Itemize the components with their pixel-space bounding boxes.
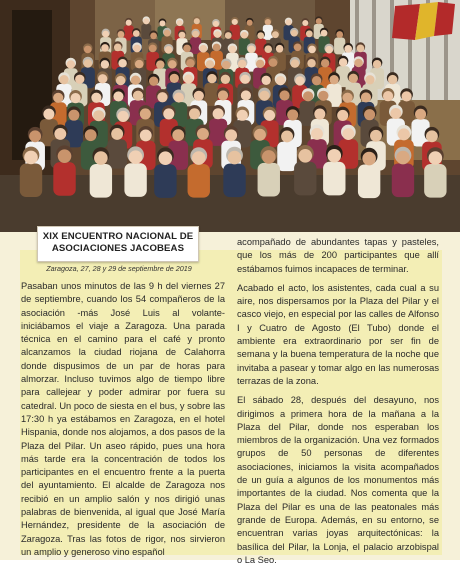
person-face bbox=[126, 20, 132, 26]
person-body bbox=[424, 164, 446, 198]
person-face bbox=[149, 76, 158, 85]
person-face bbox=[199, 45, 207, 53]
person-face bbox=[67, 60, 76, 69]
person-face bbox=[308, 46, 316, 54]
person-face bbox=[401, 91, 411, 101]
person-face bbox=[294, 43, 302, 51]
person-face bbox=[365, 75, 374, 84]
person-face bbox=[84, 59, 93, 67]
person-face bbox=[229, 46, 237, 54]
person-face bbox=[174, 92, 184, 102]
person-face bbox=[261, 76, 270, 85]
person-body bbox=[392, 164, 414, 198]
person-face bbox=[172, 129, 184, 141]
person-face bbox=[84, 46, 92, 54]
person-face bbox=[43, 109, 54, 120]
person-face bbox=[213, 21, 219, 27]
person-face bbox=[91, 93, 101, 103]
person-face bbox=[197, 128, 209, 140]
person-face bbox=[192, 151, 206, 165]
person-face bbox=[184, 74, 193, 83]
person-face bbox=[291, 30, 298, 37]
left-paragraph-1: Pasaban unos minutos de las 9 h del viernes 27 de septiembre, cuando los 54 compañeros de la asociación -más José Luis al volante- iniciábamos el viaje a Zaragoza. Una parada técnica en el camino para el café y pronto alcanzamos la ciudad riojana de Calahorra donde dispusimos de un par de horas para almorzar. Incluso tuvimos algo de tiempo libre para callejear y poder admirar por fuera su catedral. Un poco de siesta en el bus, y sobre las 17:30 h ya estábamos en Zaragoza, en el hotel Hispania, donde nos alojamos, a dos pasos de la Plaza del Pilar. Un aseo rápido, pues una hora más tarde era la concentración de todos los participantes en el encuentro frente a la puerta del ayuntamiento. El alcalde de Zaragoza nos recibió en un amplio salón y nos dirigió unas palabras de bienvenida, al igual que José María Hernández, presidente de la asociación de Zaragoza. Tras las fotos de rigor, nos sirvieron un amplio y generoso vino español bbox=[21, 281, 225, 557]
person-face bbox=[311, 128, 323, 140]
person-face bbox=[357, 45, 365, 53]
person-face bbox=[264, 110, 275, 121]
person-face bbox=[102, 31, 109, 38]
person-face bbox=[272, 31, 279, 38]
article-title-line-1: XIX ENCUENTRO NACIONAL DE bbox=[42, 231, 194, 242]
person-face bbox=[321, 59, 330, 68]
person-face bbox=[140, 129, 152, 141]
person-face bbox=[329, 75, 338, 84]
person-face bbox=[269, 58, 278, 67]
person-face bbox=[98, 74, 107, 83]
person-face bbox=[177, 20, 183, 26]
person-face bbox=[68, 110, 79, 121]
person-body bbox=[294, 162, 316, 196]
person-face bbox=[247, 20, 253, 26]
person-face bbox=[241, 32, 248, 39]
person-face bbox=[295, 76, 304, 85]
person-face bbox=[349, 74, 358, 83]
person-face bbox=[75, 75, 84, 84]
person-face bbox=[426, 130, 438, 142]
person-face bbox=[225, 129, 237, 141]
person-face bbox=[85, 129, 97, 141]
person-face bbox=[370, 130, 382, 142]
person-body bbox=[323, 162, 345, 196]
group-photo-drawing bbox=[0, 0, 460, 232]
person-face bbox=[254, 129, 266, 141]
person-face bbox=[101, 60, 110, 69]
person-body bbox=[154, 164, 176, 198]
person-face bbox=[156, 60, 165, 69]
person-face bbox=[93, 110, 104, 121]
person-face bbox=[159, 151, 173, 165]
person-face bbox=[149, 45, 157, 53]
person-face bbox=[207, 74, 216, 83]
person-face bbox=[179, 32, 186, 39]
person-face bbox=[344, 45, 352, 53]
person-face bbox=[339, 58, 348, 67]
person-face bbox=[170, 74, 179, 83]
person-face bbox=[118, 31, 125, 38]
person-face bbox=[240, 75, 249, 84]
right-paragraph-3: El sábado 28, después del desayuno, nos dirigimos a primera hora de la mañana a la Plaza del Pilar, donde nos esperaban los miembros de la organización. Una vez formados grupos de 50 personas de diferentes asociaciones, iniciamos la visita acompañados de un guía a algunos de los monumentos más importantes de la ciudad. Nos comenta que la Plaza del Pilar es una de las peatonales más grande de Europa. Además, en su entorno, se encuentran varias joyas arquitectónicas: la basílica del Pilar, la Lonja, el palacio arzobispal o La Seo. bbox=[237, 395, 439, 565]
person-face bbox=[362, 152, 376, 166]
person-face bbox=[70, 93, 80, 103]
person-face bbox=[29, 130, 41, 142]
person-face bbox=[276, 76, 285, 85]
person-face bbox=[118, 59, 127, 68]
person-face bbox=[337, 110, 348, 121]
person-body bbox=[358, 165, 380, 199]
person-body bbox=[53, 162, 75, 196]
person-face bbox=[129, 150, 143, 164]
right-paragraph-1: acompañado de abundantes tapas y pasteles, que los más de 200 participantes que allí estábamos fuimos incapaces de terminar. bbox=[237, 237, 439, 274]
person-face bbox=[259, 91, 269, 101]
person-face bbox=[131, 75, 140, 84]
person-face bbox=[276, 45, 284, 53]
person-face bbox=[307, 59, 316, 68]
person-face bbox=[262, 150, 276, 164]
person-face bbox=[325, 46, 333, 54]
person-face bbox=[373, 60, 382, 69]
person-body bbox=[258, 163, 280, 197]
person-face bbox=[241, 90, 251, 100]
person-face bbox=[388, 75, 397, 84]
person-face bbox=[118, 111, 129, 122]
person-face bbox=[186, 59, 195, 68]
person-face bbox=[228, 151, 242, 165]
person-face bbox=[150, 32, 157, 39]
person-body bbox=[334, 38, 345, 55]
person-body bbox=[124, 163, 146, 197]
right-paragraph-2: Acabado el acto, los asistentes, cada cual a su aire, nos dispersamos por la Plaza del Pilar y el casco viejo, en especial por las calles de Alfonso I y Cuatro de Agosto (El Tubo) donde el ambiente era extraordinario por ser fin de semana y la buena temperatura de la noche que invitaba a pasear y tomar algo en las numerosas terrazas de la zona. bbox=[237, 282, 439, 386]
person-face bbox=[53, 93, 63, 103]
person-face bbox=[398, 128, 410, 140]
person-face bbox=[291, 59, 300, 68]
person-body bbox=[188, 164, 210, 198]
person-face bbox=[111, 128, 123, 140]
person-face bbox=[206, 60, 215, 69]
person-face bbox=[94, 151, 108, 165]
person-face bbox=[354, 59, 363, 68]
person-face bbox=[101, 44, 109, 52]
person-face bbox=[143, 18, 149, 24]
person-face bbox=[302, 20, 308, 26]
person-face bbox=[318, 91, 328, 101]
person-face bbox=[218, 90, 228, 100]
person-body bbox=[107, 139, 127, 168]
person-face bbox=[24, 151, 38, 165]
right-column bbox=[237, 236, 439, 573]
person-face bbox=[312, 76, 321, 85]
person-face bbox=[194, 18, 200, 24]
person-face bbox=[415, 109, 426, 120]
person-face bbox=[113, 91, 123, 101]
person-face bbox=[116, 76, 125, 85]
left-column bbox=[21, 280, 225, 565]
person-face bbox=[54, 128, 66, 140]
person-face bbox=[133, 45, 141, 53]
person-face bbox=[114, 44, 122, 52]
person-face bbox=[164, 30, 171, 37]
person-face bbox=[298, 149, 312, 163]
person-body bbox=[90, 164, 112, 198]
person-face bbox=[248, 46, 256, 54]
person-body bbox=[277, 142, 297, 171]
person-face bbox=[342, 128, 354, 140]
person-face bbox=[59, 75, 68, 84]
person-face bbox=[232, 19, 238, 25]
person-face bbox=[189, 108, 200, 119]
article-title-box bbox=[37, 226, 199, 262]
person-face bbox=[168, 60, 177, 69]
person-face bbox=[321, 30, 328, 37]
person-face bbox=[165, 46, 173, 54]
person-face bbox=[327, 149, 341, 163]
person-face bbox=[364, 109, 375, 120]
person-face bbox=[213, 44, 221, 52]
person-face bbox=[281, 131, 293, 143]
person-face bbox=[264, 45, 272, 53]
person-face bbox=[163, 108, 174, 119]
person-face bbox=[221, 75, 230, 84]
person-face bbox=[314, 109, 325, 120]
person-face bbox=[390, 108, 401, 119]
person-body bbox=[20, 163, 42, 197]
person-face bbox=[58, 149, 72, 163]
person-face bbox=[306, 30, 313, 37]
person-face bbox=[213, 108, 224, 119]
person-face bbox=[183, 45, 191, 53]
article-date-subtitle: Zaragoza, 27, 28 y 29 de septiembre de 2019 bbox=[46, 264, 192, 273]
person-face bbox=[238, 60, 247, 69]
person-face bbox=[140, 108, 151, 119]
person-face bbox=[133, 91, 143, 101]
person-face bbox=[429, 151, 443, 165]
person-face bbox=[396, 151, 410, 165]
person-face bbox=[287, 109, 298, 120]
person-face bbox=[303, 91, 313, 101]
person-face bbox=[342, 93, 352, 103]
person-face bbox=[192, 31, 199, 38]
person-face bbox=[214, 31, 221, 38]
person-face bbox=[316, 18, 322, 24]
person-face bbox=[222, 61, 231, 70]
group-photo bbox=[0, 0, 460, 232]
person-face bbox=[265, 19, 271, 25]
person-face bbox=[383, 91, 393, 101]
person-face bbox=[257, 32, 264, 39]
person-face bbox=[135, 60, 144, 69]
person-face bbox=[194, 91, 204, 101]
person-face bbox=[279, 90, 289, 100]
person-face bbox=[336, 31, 343, 38]
person-face bbox=[256, 60, 265, 68]
person-face bbox=[133, 30, 140, 37]
person-face bbox=[159, 20, 165, 26]
person-body bbox=[223, 164, 245, 198]
person-body bbox=[141, 24, 151, 39]
person-face bbox=[225, 32, 232, 39]
person-face bbox=[157, 92, 167, 102]
person-face bbox=[237, 110, 248, 121]
person-face bbox=[361, 92, 371, 102]
person-face bbox=[285, 19, 291, 25]
article-title-line-2: ASOCIACIONES JACOBEAS bbox=[51, 243, 185, 254]
